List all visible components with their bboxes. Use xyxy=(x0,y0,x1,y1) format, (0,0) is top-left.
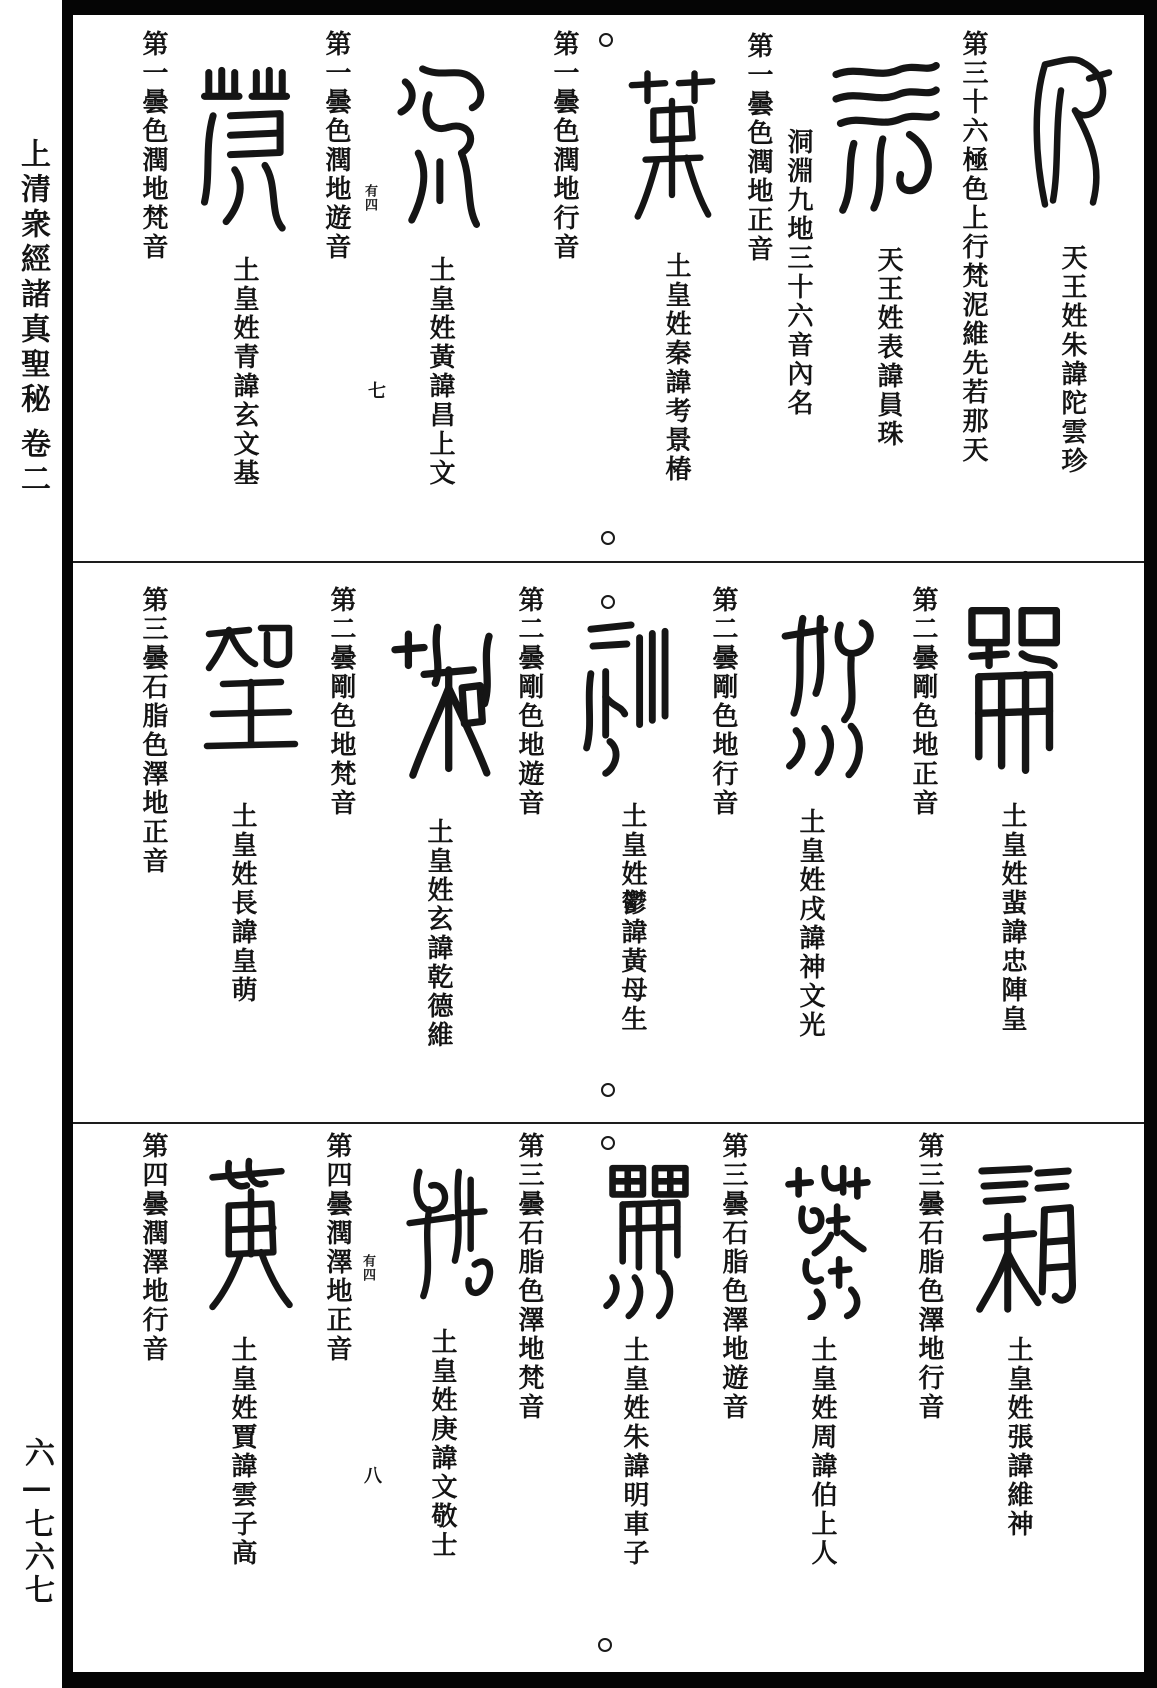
talisman-seal-glyph xyxy=(194,1153,304,1315)
deity-name-caption: 土皇姓周諱伯上人 xyxy=(807,1336,837,1568)
deity-name-caption: 土皇姓張諱維神 xyxy=(1003,1336,1033,1539)
deity-name-caption: 天王姓朱諱陀雲珍 xyxy=(1057,244,1087,476)
separator-circle-mark xyxy=(598,1638,612,1652)
deity-name-caption: 土皇姓戌諱神文光 xyxy=(795,808,825,1040)
deity-name-caption: 土皇姓秦諱考景椿 xyxy=(661,252,691,484)
entry-heading: 第一曇色潤地梵音 xyxy=(138,30,168,262)
book-title: 上清衆經諸真聖秘 xyxy=(15,138,50,418)
deity-name-caption: 土皇姓蜚諱忠陣皇 xyxy=(997,802,1027,1034)
talisman-seal-glyph xyxy=(966,1158,1084,1320)
talisman-seal-glyph xyxy=(622,58,720,230)
entry-heading: 第一曇色潤地行音 xyxy=(549,30,579,262)
deity-name-caption: 土皇姓黃諱昌上文 xyxy=(425,256,455,488)
entry-heading: 第三曇石脂色澤地梵音 xyxy=(514,1132,544,1422)
deity-name-caption: 土皇姓長諱皇萌 xyxy=(227,802,257,1005)
deity-name-caption: 土皇姓鬱諱黃母生 xyxy=(617,802,647,1034)
talisman-seal-glyph xyxy=(823,50,947,228)
column-folio-mark: 七 xyxy=(365,381,386,399)
deity-name-caption: 土皇姓玄諱乾德維 xyxy=(423,818,453,1050)
separator-circle-mark xyxy=(601,1083,615,1097)
deity-name-caption: 土皇姓朱諱明車子 xyxy=(619,1336,649,1568)
entry-heading: 第四曇潤澤地行音 xyxy=(138,1132,168,1364)
section-title: 洞淵九地三十六音內名 xyxy=(783,128,813,418)
entry-heading: 第二曇剛色地梵音 xyxy=(326,586,356,818)
talisman-seal-glyph xyxy=(198,56,306,236)
inline-note: 有四 xyxy=(360,1254,375,1282)
talisman-seal-glyph xyxy=(598,1158,700,1320)
separator-circle-mark xyxy=(601,595,615,609)
deity-name-caption: 土皇姓庚諱文敬士 xyxy=(427,1328,457,1560)
talisman-seal-glyph xyxy=(386,618,498,798)
deity-name-caption: 土皇姓賈諱雲子高 xyxy=(227,1336,257,1568)
column-folio-mark: 八 xyxy=(361,1466,382,1484)
entry-heading: 第三曇石脂色澤地正音 xyxy=(138,586,168,876)
deity-name-caption: 土皇姓青諱玄文基 xyxy=(229,256,259,488)
talisman-seal-glyph xyxy=(956,598,1070,783)
deity-name-caption: 天王姓表諱員珠 xyxy=(873,246,903,449)
entry-heading: 第三曇石脂色澤地遊音 xyxy=(718,1132,748,1422)
talisman-seal-glyph xyxy=(772,598,882,793)
talisman-seal-glyph xyxy=(1015,45,1115,230)
talisman-seal-glyph xyxy=(576,612,682,782)
register-divider xyxy=(73,561,1144,563)
register-divider xyxy=(73,1122,1144,1124)
entry-heading: 第三十六極色上行梵泥維先若那天 xyxy=(958,30,988,465)
page-number: 六—七六七 xyxy=(19,1437,54,1607)
entry-heading: 第一曇色潤地遊音 xyxy=(321,30,351,262)
entry-heading: 第二曇剛色地遊音 xyxy=(514,586,544,818)
entry-heading: 第二曇剛色地正音 xyxy=(908,586,938,818)
entry-heading: 第三曇石脂色澤地行音 xyxy=(914,1132,944,1422)
inline-note: 有四 xyxy=(362,184,377,212)
separator-circle-mark xyxy=(599,33,613,47)
talisman-seal-glyph xyxy=(778,1158,884,1320)
entry-heading: 第一曇色潤地正音 xyxy=(743,32,773,264)
entry-heading: 第四曇潤澤地正音 xyxy=(322,1132,352,1364)
talisman-seal-glyph xyxy=(196,616,302,756)
entry-heading: 第二曇剛色地行音 xyxy=(708,586,738,818)
talisman-seal-glyph xyxy=(388,52,496,237)
separator-circle-mark xyxy=(601,531,615,545)
talisman-seal-glyph xyxy=(396,1158,498,1306)
volume-label: 卷二 xyxy=(15,428,50,498)
separator-circle-mark xyxy=(601,1136,615,1150)
